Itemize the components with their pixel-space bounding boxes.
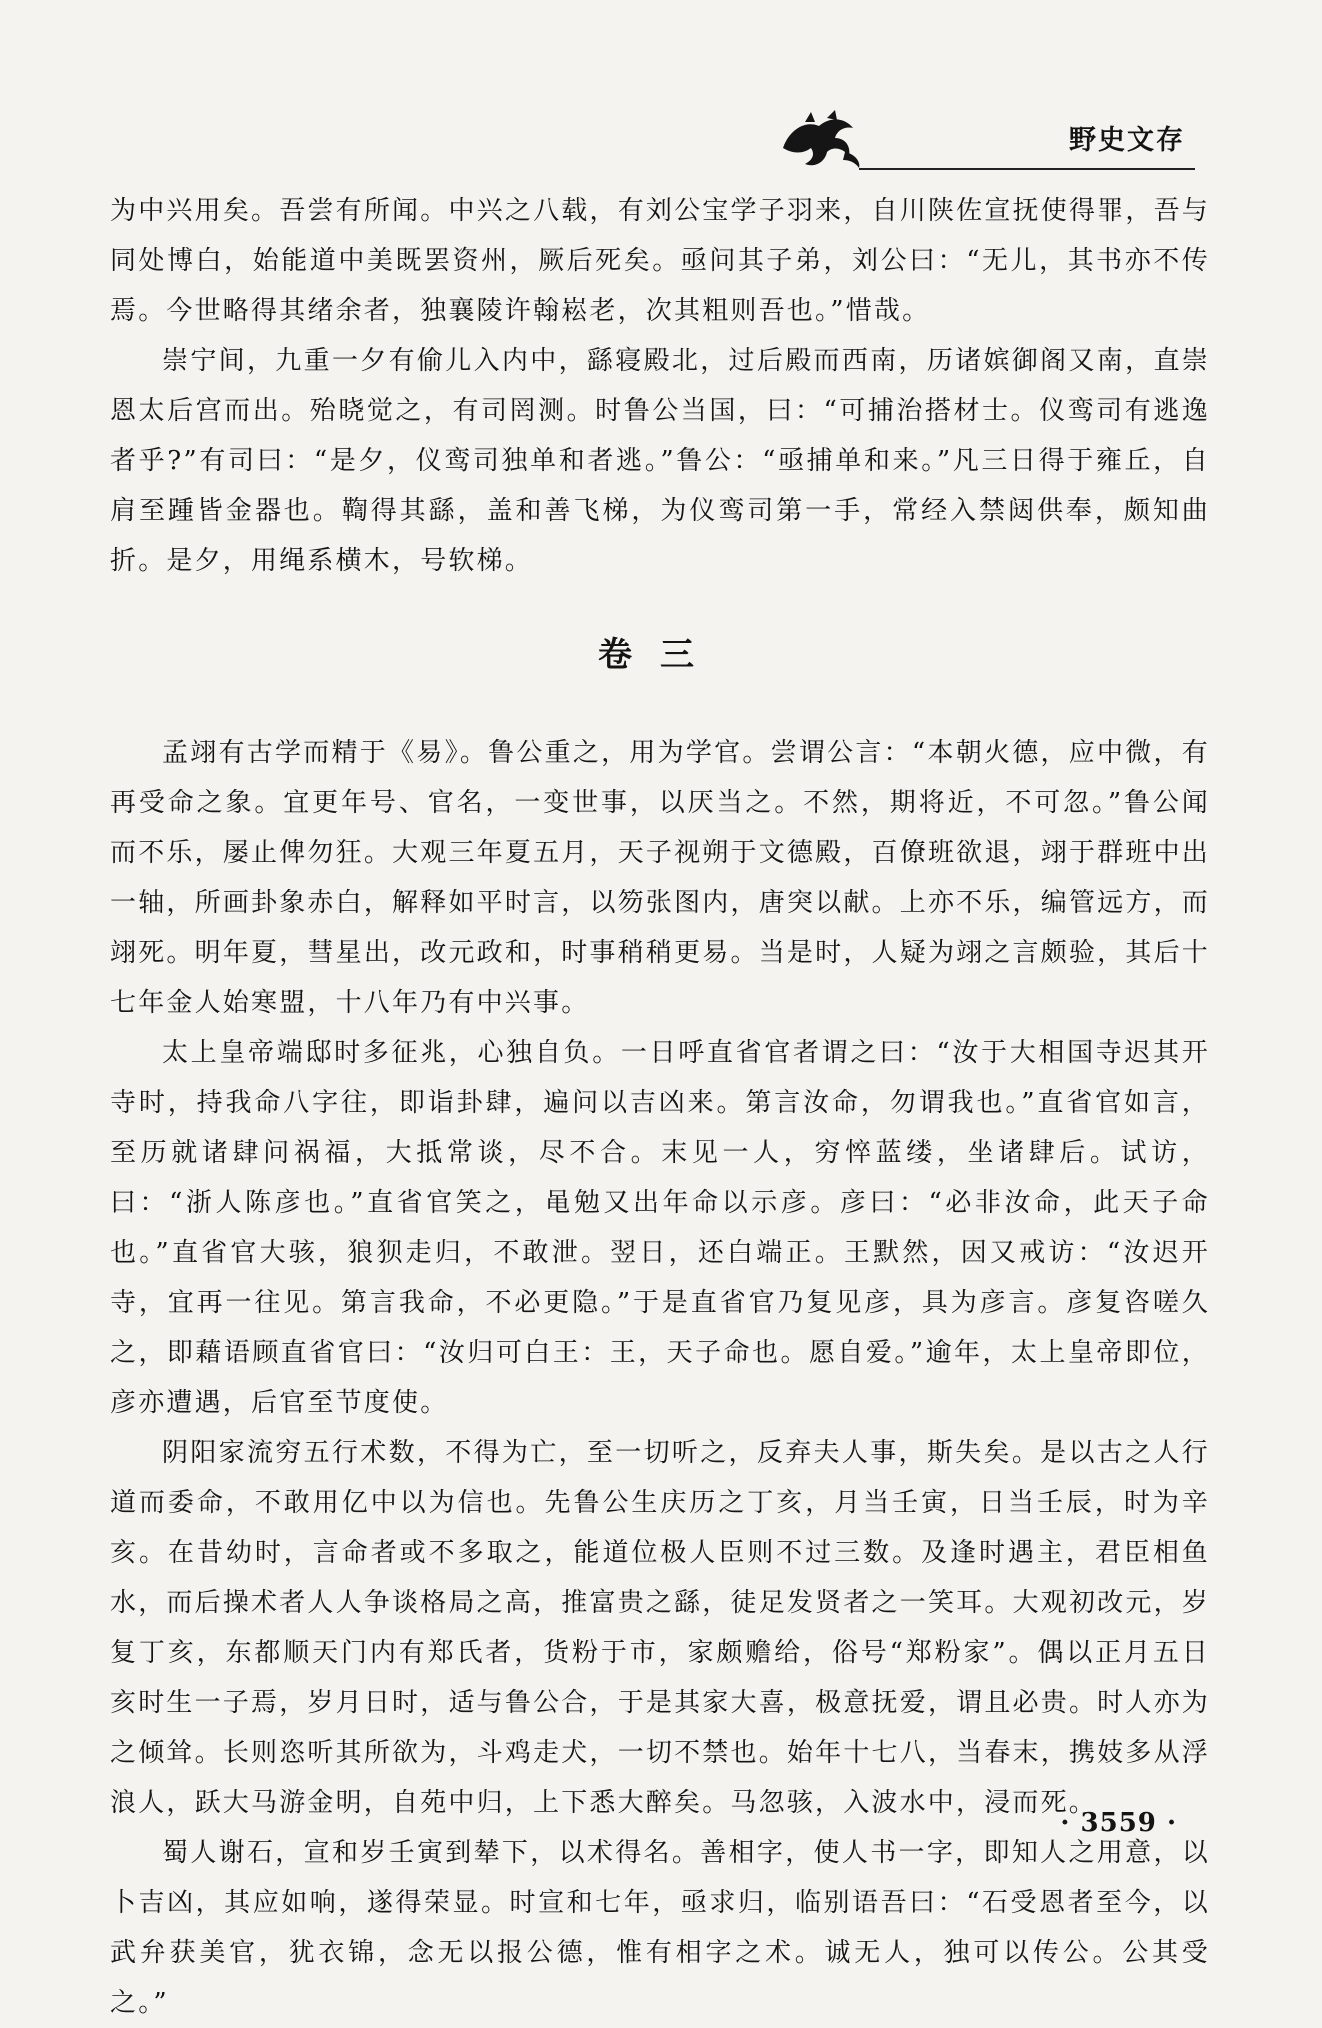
running-header-title: 野史文存 (1069, 125, 1185, 156)
paragraph: 孟翊有古学而精于《易》。鲁公重之，用为学官。尝谓公言：“本朝火德，应中微，有再受命之象。宜更年号、官名，一变世事，以厌当之。不然，期将近，不可忽。”鲁公闻而不乐，屡止俾勿狂。大观三年夏五月，天子视朔于文德殿，百僚班欲退，翊于群班中出一轴，所画卦象赤白，解释如平时言，以笏张图内，唐突以献。上亦不乐，编管远方，而翊死。明年夏，彗星出，改元政和，时事稍稍更易。当是时，人疑为翊之言颇验，其后十七年金人始寒盟，十八年乃有中兴事。 (110, 738, 1210, 1018)
paragraph: 蜀人谢石，宣和岁壬寅到辇下，以术得名。善相字，使人书一字，即知人之用意，以卜吉凶，其应如响，遂得荣显。时宣和七年，亟求归，临别语吾曰：“石受恩者至今，以武弁获美官，犹衣锦，念无以报公德，惟有相字之术。诚无人，独可以传公。公其受之。” (110, 1838, 1210, 2018)
paragraph: 崇宁间，九重一夕有偷儿入内中，繇寝殿北，过后殿而西南，历诸嫔御阁又南，直崇恩太后宫而出。殆晓觉之，有司罔测。时鲁公当国，曰：“可捕治搭材士。仪鸾司有逃逸者乎?”有司曰：“是夕，仪鸾司独单和者逃。”鲁公：“亟捕单和来。”凡三日得于雍丘，自肩至踵皆金器也。鞫得其繇，盖和善飞梯，为仪鸾司第一手，常经入禁闼供奉，颇知曲折。是夕，用绳系横木，号软梯。 (110, 346, 1210, 576)
running-header (755, 108, 1195, 170)
body-text (110, 186, 1210, 2028)
section-heading: 卷三 (598, 635, 722, 675)
page-number: · 3559 · (1060, 1808, 1177, 1838)
paragraph: 阴阳家流穷五行术数，不得为亡，至一切听之，反弃夫人事，斯失矣。是以古之人行道而委命，不敢用亿中以为信也。先鲁公生庆历之丁亥，月当壬寅，日当壬辰，时为辛亥。在昔幼时，言命者或不多取之，能道位极人臣则不过三数。及逢时遇主，君臣相鱼水，而后操术者人人争谈格局之高，推富贵之繇，徒足发贤者之一笑耳。大观初改元，岁复丁亥，东都顺天门内有郑氏者，货粉于市，家颇赡给，俗号“郑粉家”。偶以正月五日亥时生一子焉，岁月日时，适与鲁公合，于是其家大喜，极意抚爱，谓且必贵。时人亦为之倾耸。长则恣听其所欲为，斗鸡走犬，一切不禁也。始年十七八，当春末，携妓多从浮浪人，跃大马游金明，自苑中归，上下悉大醉矣。马忽骇，入波水中，浸而死。 (110, 1438, 1210, 1818)
paragraph: 为中兴用矣。吾尝有所闻。中兴之八载，有刘公宝学子羽来，自川陕佐宣抚使得罪，吾与同处博白，始能道中美既罢资州，厥后死矣。亟问其子弟，刘公曰：“无儿，其书亦不传焉。今世略得其绪余者，独襄陵许翰崧老，次其粗则吾也。”惜哉。 (110, 196, 1210, 326)
paragraph: 太上皇帝端邸时多征兆，心独自负。一日呼直省官者谓之曰：“汝于大相国寺迟其开寺时，持我命八字往，即诣卦肆，遍问以吉凶来。第言汝命，勿谓我也。”直省官如言，至历就诸肆问祸福，大抵常谈，尽不合。末见一人，穷悴蓝缕，坐诸肆后。试访，曰：“浙人陈彦也。”直省官笑之，黾勉又出年命以示彦。彦曰：“必非汝命，此天子命也。”直省官大骇，狼狈走归，不敢泄。翌日，还白端正。王默然，因又戒访：“汝迟开寺，宜再一往见。第言我命，不必更隐。”于是直省官乃复见彦，具为彦言。彦复咨嗟久之，即藉语顾直省官曰：“汝归可白王：王，天子命也。愿自爱。”逾年，太上皇帝即位，彦亦遭遇，后官至节度使。 (110, 1038, 1210, 1418)
dragon-emblem-icon (775, 108, 865, 170)
header-rule (859, 168, 1195, 170)
